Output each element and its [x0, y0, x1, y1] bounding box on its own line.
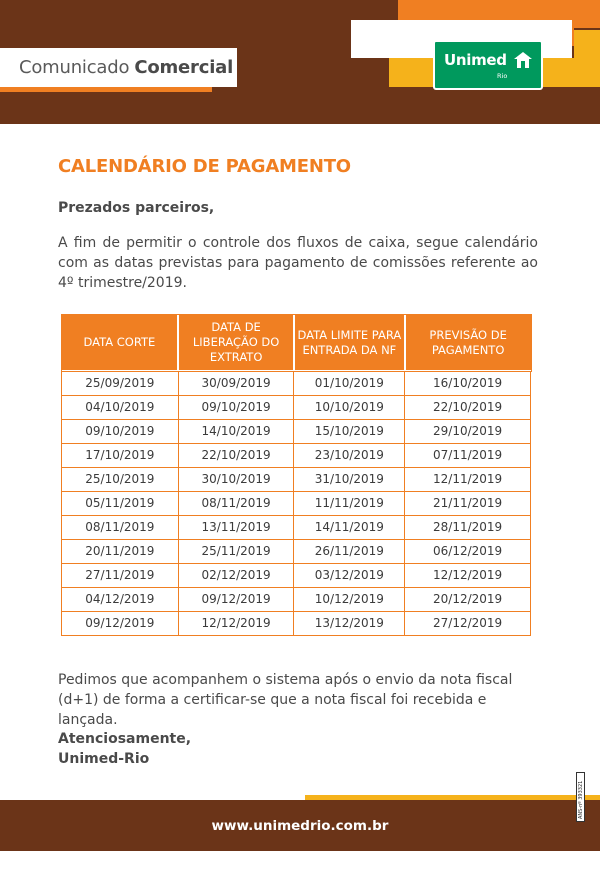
table-row	[62, 611, 531, 635]
table-cell: 12/12/2019	[405, 563, 531, 587]
table-row	[62, 515, 531, 539]
header-orange-underline	[0, 87, 212, 92]
column-header-data-liberacao: DATA DE LIBERAÇÃO DO EXTRATO	[178, 315, 294, 371]
regulatory-code-text: ANS-nº 393321	[578, 780, 584, 819]
table-cell: 21/11/2019	[405, 491, 531, 515]
document-type-label	[0, 48, 237, 87]
table-row	[62, 587, 531, 611]
table-cell: 14/10/2019	[178, 419, 294, 443]
table-cell: 08/11/2019	[178, 491, 294, 515]
table-cell: 04/12/2019	[62, 587, 179, 611]
table-cell: 01/10/2019	[294, 371, 405, 395]
table-cell: 22/10/2019	[178, 443, 294, 467]
table-cell: 13/12/2019	[294, 611, 405, 635]
table-body	[62, 371, 531, 635]
unimed-logo	[433, 40, 543, 90]
table-cell: 30/09/2019	[178, 371, 294, 395]
title-light: Comunicado	[19, 57, 130, 78]
table-cell: 09/12/2019	[62, 611, 179, 635]
unimed-tree-icon	[512, 51, 534, 69]
table-row	[62, 419, 531, 443]
title-bold: Comercial	[134, 57, 234, 78]
signature-block	[58, 729, 191, 769]
table-cell: 09/12/2019	[178, 587, 294, 611]
intro-paragraph: A fim de permitir o controle dos fluxos de caixa, segue calendário com as datas previstas para pagamento de comissões referente ao 4º trimestre/2019.	[58, 235, 538, 291]
table-cell: 12/11/2019	[405, 467, 531, 491]
table-cell: 10/10/2019	[294, 395, 405, 419]
table-cell: 16/10/2019	[405, 371, 531, 395]
logo-text: Unimed	[444, 51, 507, 69]
table-row	[62, 563, 531, 587]
table-cell: 14/11/2019	[294, 515, 405, 539]
closing-paragraph: Pedimos que acompanhem o sistema após o envio da nota fiscal (d+1) de forma a certificar-se que a nota fiscal foi recebida e lançada.	[58, 672, 513, 728]
table-cell: 08/11/2019	[62, 515, 179, 539]
table-cell: 22/10/2019	[405, 395, 531, 419]
table-cell: 25/09/2019	[62, 371, 179, 395]
table-cell: 25/10/2019	[62, 467, 179, 491]
table-cell: 23/10/2019	[294, 443, 405, 467]
table-cell: 29/10/2019	[405, 419, 531, 443]
table-cell: 05/11/2019	[62, 491, 179, 515]
table-row	[62, 395, 531, 419]
table-cell: 15/10/2019	[294, 419, 405, 443]
column-header-previsao: PREVISÃO DE PAGAMENTO	[405, 315, 531, 371]
table-header-row	[62, 315, 531, 371]
table-cell: 25/11/2019	[178, 539, 294, 563]
table-cell: 07/11/2019	[405, 443, 531, 467]
table-cell: 09/10/2019	[178, 395, 294, 419]
table-cell: 20/12/2019	[405, 587, 531, 611]
table-cell: 30/10/2019	[178, 467, 294, 491]
regards-line: Atenciosamente,	[58, 731, 192, 747]
footer-url: www.unimedrio.com.br	[211, 817, 389, 834]
greeting: Prezados parceiros,	[58, 200, 215, 216]
table-row	[62, 467, 531, 491]
table-cell: 27/12/2019	[405, 611, 531, 635]
logo-subtitle: Rio	[497, 72, 508, 80]
table-cell: 06/12/2019	[405, 539, 531, 563]
table-cell: 26/11/2019	[294, 539, 405, 563]
footer-banner	[0, 800, 600, 851]
regulatory-code-tag	[576, 772, 585, 822]
table-row	[62, 491, 531, 515]
table-cell: 12/12/2019	[178, 611, 294, 635]
column-header-data-limite: DATA LIMITE PARA ENTRADA DA NF	[294, 315, 405, 371]
table-cell: 17/10/2019	[62, 443, 179, 467]
header-banner	[0, 0, 600, 124]
signature-name: Unimed-Rio	[58, 751, 150, 767]
table-cell: 11/11/2019	[294, 491, 405, 515]
table-cell: 20/11/2019	[62, 539, 179, 563]
table-row	[62, 443, 531, 467]
page-title: CALENDÁRIO DE PAGAMENTO	[58, 156, 351, 177]
table-cell: 10/12/2019	[294, 587, 405, 611]
table-cell: 13/11/2019	[178, 515, 294, 539]
table-row	[62, 539, 531, 563]
table-cell: 28/11/2019	[405, 515, 531, 539]
table-cell: 09/10/2019	[62, 419, 179, 443]
table-cell: 27/11/2019	[62, 563, 179, 587]
table-cell: 02/12/2019	[178, 563, 294, 587]
column-header-data-corte: DATA CORTE	[62, 315, 179, 371]
table-cell: 03/12/2019	[294, 563, 405, 587]
table-row	[62, 371, 531, 395]
table-cell: 31/10/2019	[294, 467, 405, 491]
payment-calendar-table	[61, 315, 531, 636]
table-cell: 04/10/2019	[62, 395, 179, 419]
